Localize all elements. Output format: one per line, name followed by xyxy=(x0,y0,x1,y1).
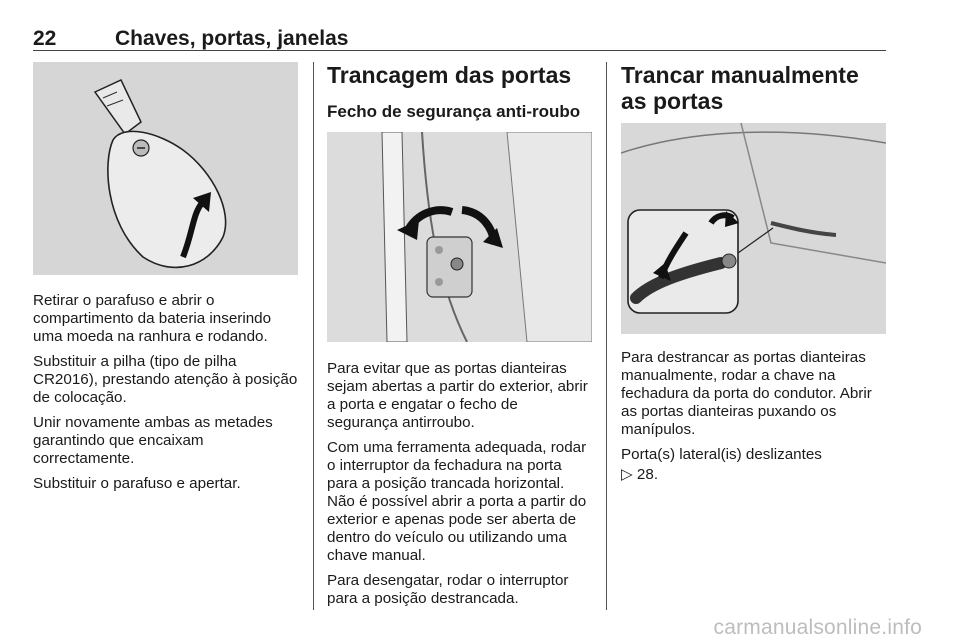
running-title: Chaves, portas, janelas xyxy=(115,27,349,50)
page-header xyxy=(33,22,886,51)
paragraph: Substituir o parafuso e apertar. xyxy=(33,475,241,492)
key-fob-illustration xyxy=(33,62,298,275)
column-2-heading-block xyxy=(327,62,592,122)
paragraph xyxy=(621,446,887,464)
door-lock-image xyxy=(327,132,592,342)
paragraph: Retirar o parafuso e abrir o compartimento da bateria inserindo uma moeda na ranhura e rodando. xyxy=(33,292,272,345)
section-heading: Trancagem das portas xyxy=(327,62,572,88)
door-handle-illustration xyxy=(621,123,886,334)
column-3-text xyxy=(621,349,887,491)
column-divider xyxy=(606,62,607,610)
paragraph: Com uma ferramenta adequada, rodar o interruptor da fechadura na porta para a posição trancada horizontal. Não é possível abrir a porta a partir do exterior e apenas pode ser aberta de dentro do veículo ou utilizando uma chave manual. xyxy=(327,439,587,564)
paragraph: Substituir a pilha (tipo de pilha CR2016), prestando atenção à posição de colocação. xyxy=(33,353,298,406)
door-lock-illustration xyxy=(327,132,592,342)
paragraph: Para desengatar, rodar o interruptor para a posição destrancada. xyxy=(327,572,569,607)
column-divider xyxy=(313,62,314,610)
section-subheading: Fecho de segurança anti-roubo xyxy=(327,102,581,121)
column-3-heading-block xyxy=(621,62,887,114)
column-2-text xyxy=(327,360,592,615)
cross-reference[interactable] xyxy=(621,466,887,484)
cross-reference-arrow-icon: ▷ xyxy=(621,466,633,483)
page-number: 22 xyxy=(33,27,57,50)
column-1-text xyxy=(33,292,298,500)
section-heading: Trancar manualmente as portas xyxy=(621,62,859,114)
key-fob-image xyxy=(33,62,298,275)
paragraph: Para destrancar as portas dianteiras manualmente, rodar a chave na fechadura da porta do condutor. Abrir as portas dianteiras puxando os manípulos. xyxy=(621,349,872,438)
door-handle-image xyxy=(621,123,886,334)
watermark: carmanualsonline.info xyxy=(713,616,922,639)
cross-reference-page: 28. xyxy=(636,466,659,483)
paragraph-text: Porta(s) lateral(is) deslizantes xyxy=(621,446,822,463)
paragraph: Para evitar que as portas dianteiras sejam abertas a partir do exterior, abrir a porta e engatar o fecho de segurança antirroubo. xyxy=(327,360,588,431)
paragraph: Unir novamente ambas as metades garantindo que encaixam correctamente. xyxy=(33,414,273,467)
